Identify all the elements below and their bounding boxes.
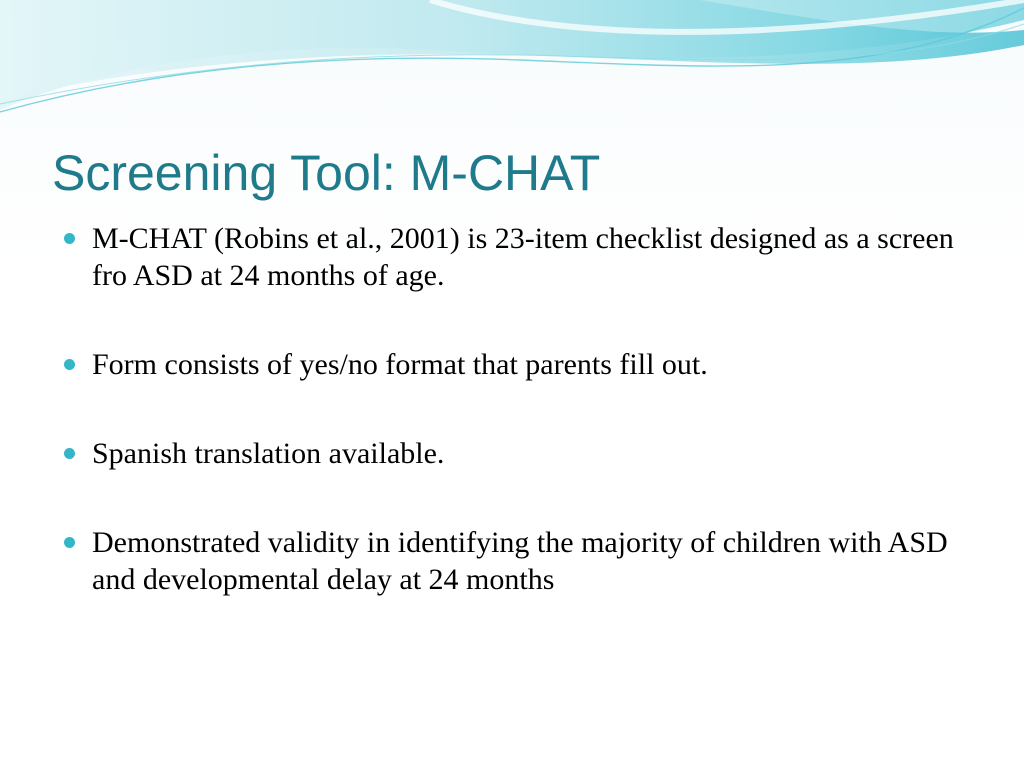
bullet-dot-icon — [64, 448, 75, 459]
bullet-dot-icon — [64, 359, 75, 370]
bullet-item — [64, 346, 964, 383]
header-wave-decoration — [0, 0, 1024, 130]
bullet-item — [64, 220, 964, 294]
slide-title: Screening Tool: M-CHAT — [52, 145, 601, 201]
bullet-text: M-CHAT (Robins et al., 2001) is 23-item checklist designed as a screen fro ASD at 24 months of age. — [92, 222, 954, 292]
bullet-text: Form consists of yes/no format that parents fill out. — [92, 348, 708, 381]
bullet-list — [64, 220, 964, 650]
bullet-dot-icon — [64, 537, 75, 548]
bullet-text: Spanish translation available. — [92, 437, 445, 470]
bullet-dot-icon — [64, 233, 75, 244]
bullet-text: Demonstrated validity in identifying the majority of children with ASD and developmental delay at 24 months — [92, 526, 948, 596]
bullet-item — [64, 435, 964, 472]
bullet-item — [64, 524, 964, 598]
